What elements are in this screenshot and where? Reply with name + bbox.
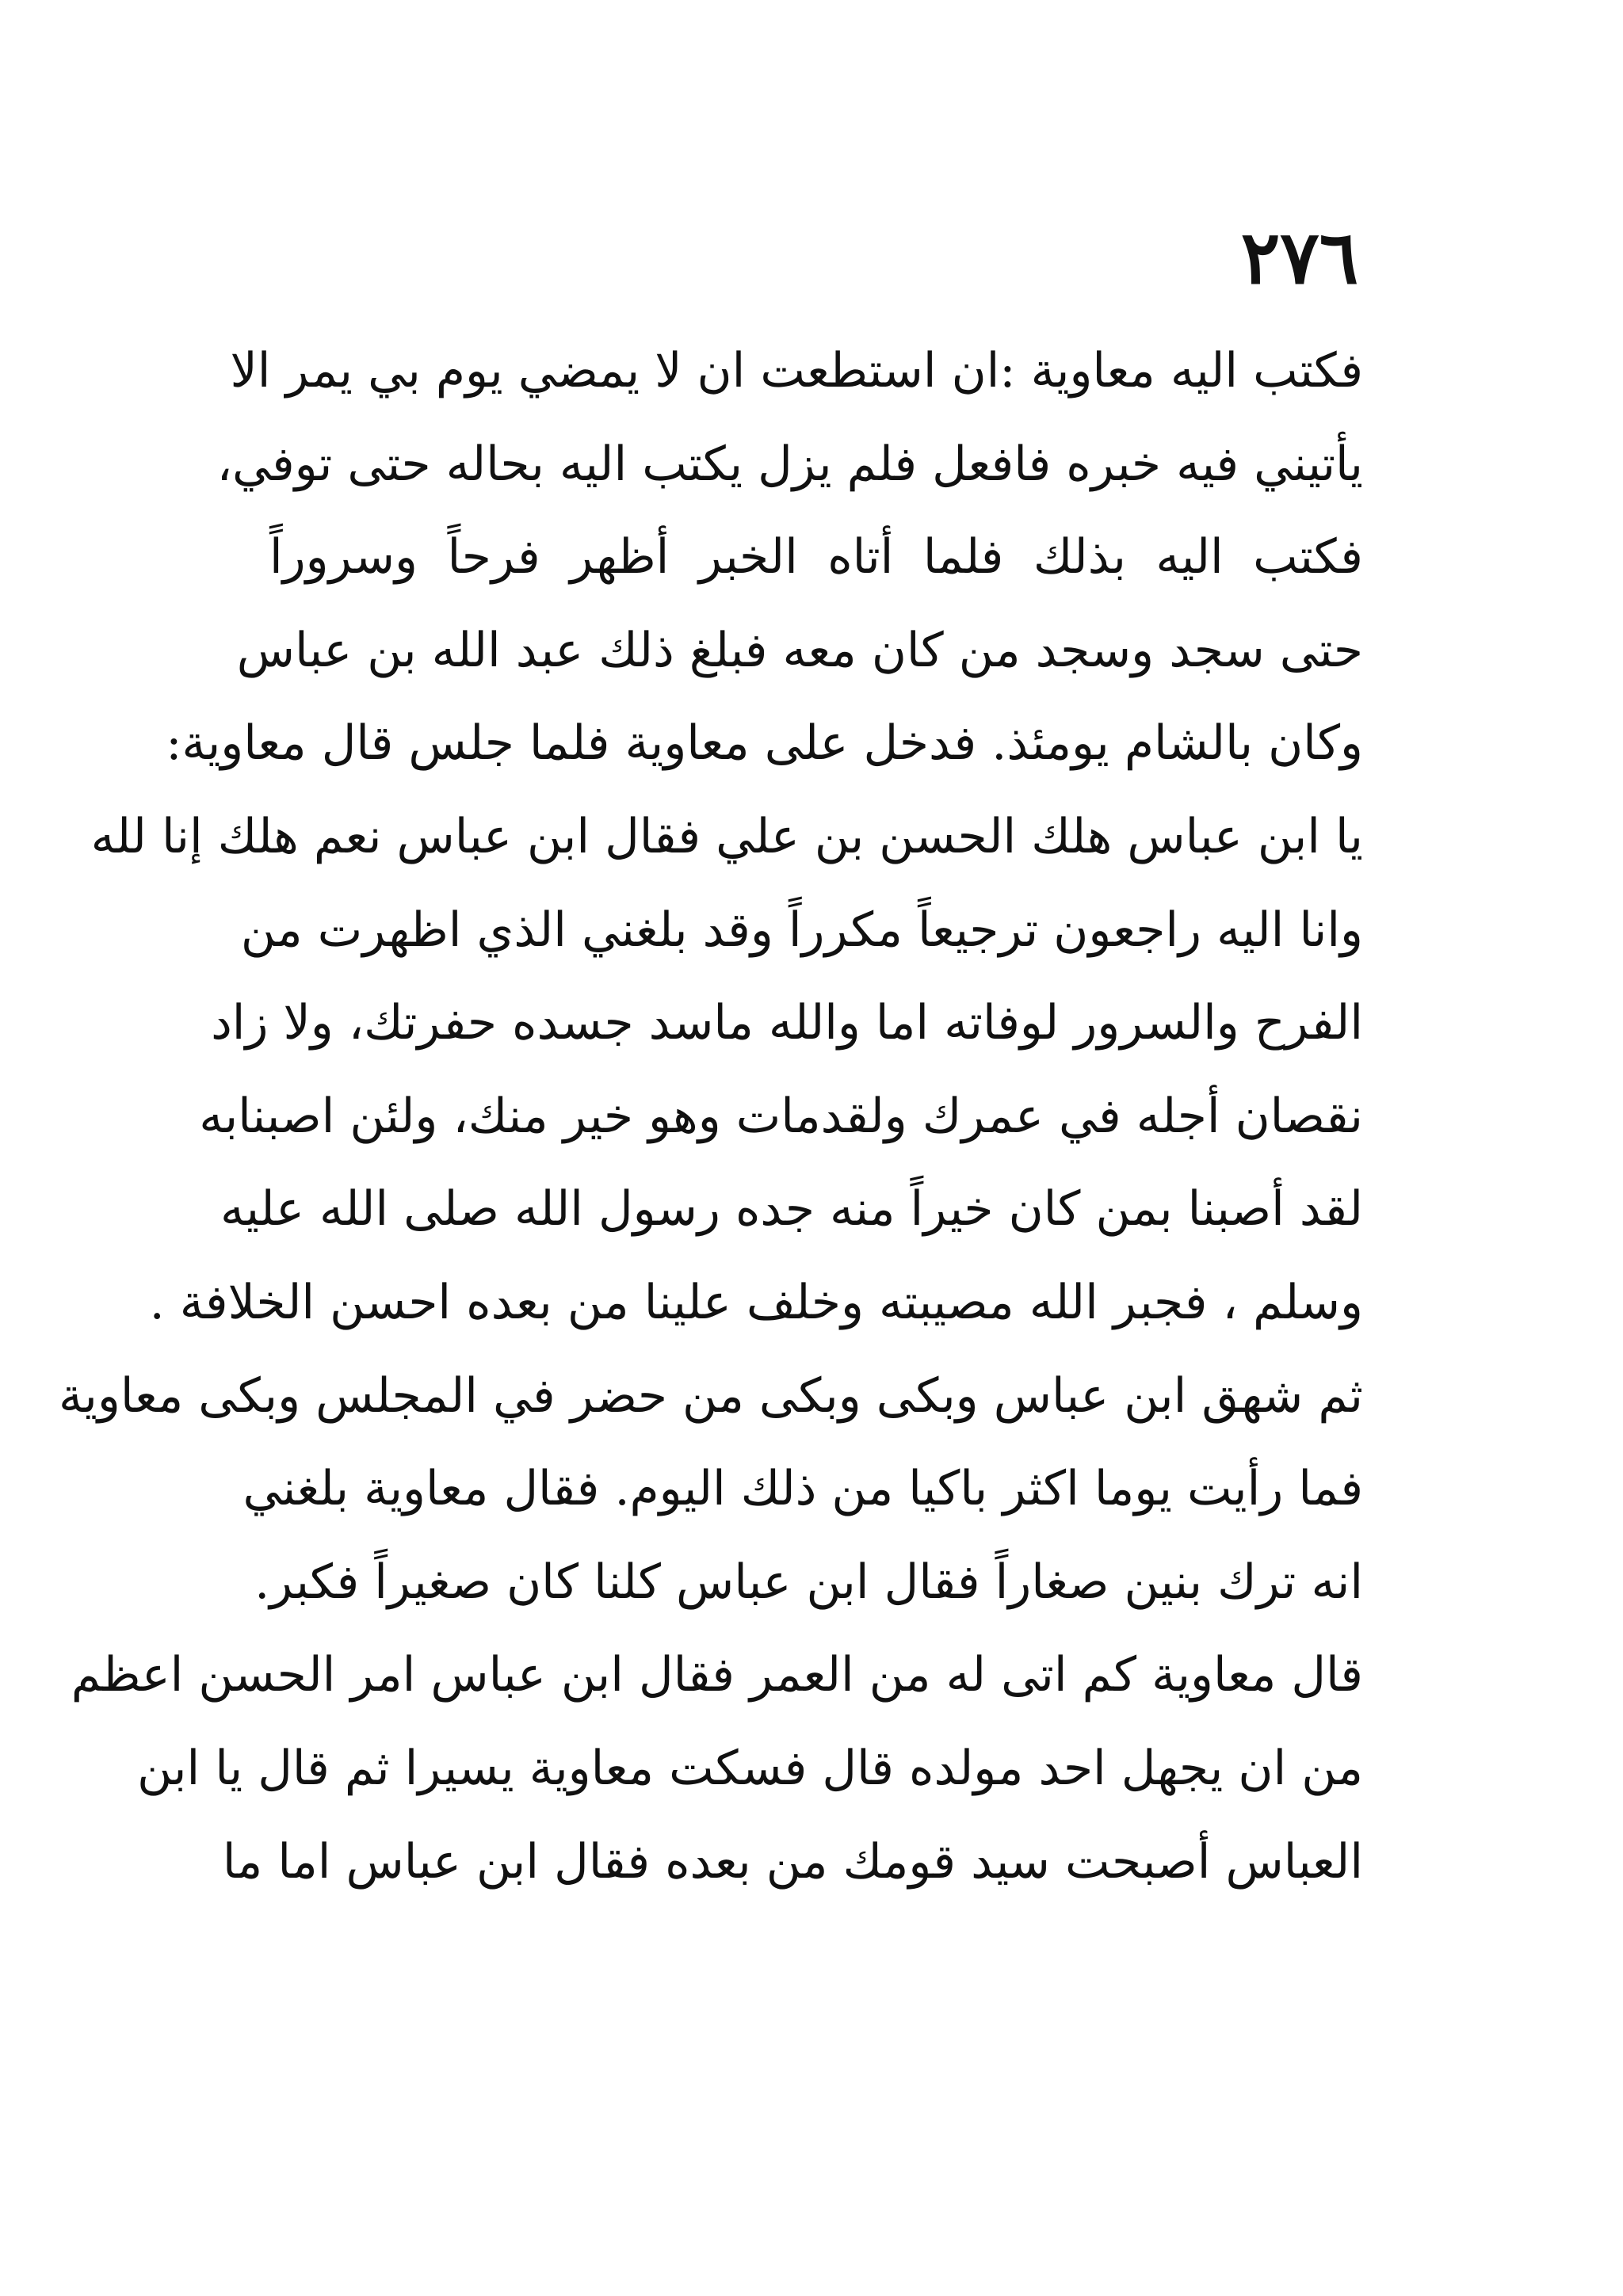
text-line: فما رأيت يوما اكثر باكيا من ذلك اليوم. فقال معاوية بلغني [242,1461,1363,1517]
text-line: فكتب اليه بذلك فلما أتاه الخبر أظهر فرحاً وسروراً [269,529,1363,585]
text-line: لقد أصبنا بمن كان خيراً منه جده رسول الله صلى الله عليه [220,1181,1363,1238]
text-line: فكتب اليه معاوية :ان استطعت ان لا يمضي يوم بي يمر الا [230,343,1363,399]
text-line: يا ابن عباس هلك الحسن بن علي فقال ابن عباس نعم هلك إنا لله [90,808,1363,864]
page-number: ٢٧٦ [1240,215,1359,300]
text-line: انه ترك بنين صغاراً فقال ابن عباس كلنا كان صغيراً فكبر. [254,1554,1363,1610]
text-line: يأتيني فيه خبره فافعل فلم يزل يكتب اليه بحاله حتى توفي، [216,436,1363,492]
text-line: وسلم ، فجبر الله مصيبته وخلف علينا من بعده احسن الخلافة . [149,1274,1363,1330]
text-line: وانا اليه راجعون ترجيعاً مكرراً وقد بلغني الذي اظهرت من [240,902,1363,958]
body-text [59,325,1363,1909]
text-line: نقصان أجله في عمرك ولقدمات وهو خير منك، ولئن اصبنابه [199,1088,1363,1144]
text-line: وكان بالشام يومئذ. فدخل على معاوية فلما جلس قال معاوية: [166,715,1363,772]
text-line: من ان يجهل احد مولده قال فسكت معاوية يسيرا ثم قال يا ابن [137,1740,1363,1796]
text-line: قال معاوية كم اتى له من العمر فقال ابن عباس امر الحسن اعظم [71,1647,1363,1703]
text-line: العباس أصبحت سيد قومك من بعده فقال ابن عباس اما ما [222,1833,1363,1890]
text-line: حتى سجد وسجد من كان معه فبلغ ذلك عبد الله بن عباس [236,622,1363,678]
text-line: الفرح والسرور لوفاته اما والله ماسد جسده حفرتك، ولا زاد [211,995,1363,1051]
text-line: ثم شهق ابن عباس وبكى وبكى من حضر في المجلس وبكى معاوية [59,1367,1363,1424]
